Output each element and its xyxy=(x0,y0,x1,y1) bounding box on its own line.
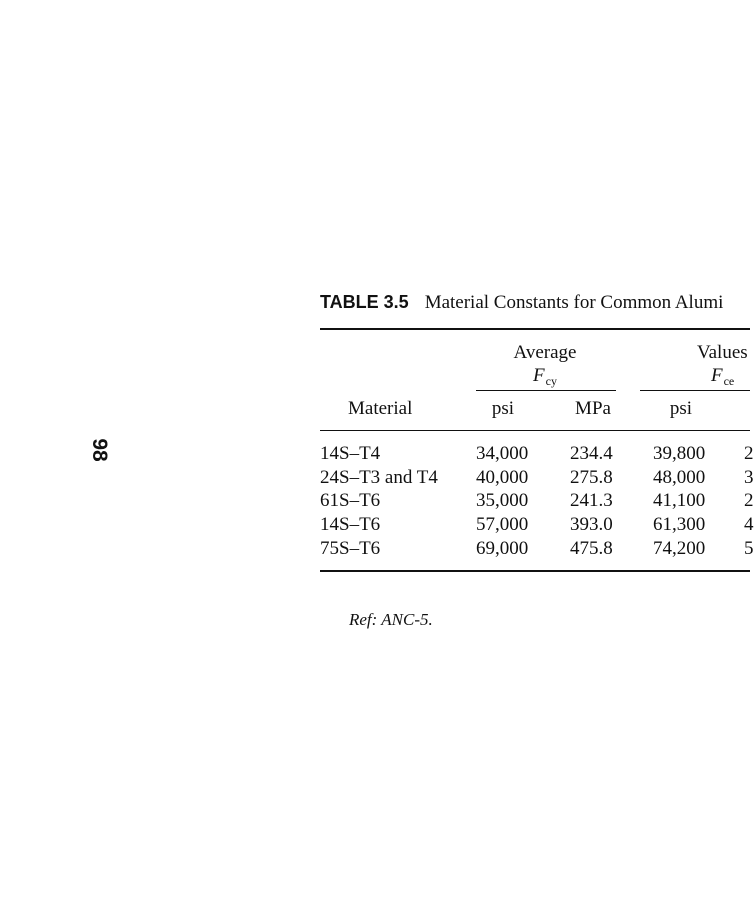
table-title: Material Constants for Common Alumi xyxy=(424,292,724,313)
group-underline-values xyxy=(640,390,750,391)
column-header-material: Material xyxy=(348,398,413,419)
cell-psi-2: 74,200 xyxy=(653,538,706,559)
cell-psi-2: 48,000 xyxy=(653,467,706,488)
cell-material: 14S–T6 xyxy=(320,514,381,535)
cell-truncated: 5 xyxy=(744,538,754,559)
subscript-cy: cy xyxy=(545,374,557,388)
cell-truncated: 3 xyxy=(744,467,754,488)
table-caption xyxy=(320,290,723,315)
group-header-average: Average xyxy=(513,342,577,363)
group-header-values: Values xyxy=(697,342,748,363)
group-underline-average xyxy=(476,390,616,391)
cell-mpa: 234.4 xyxy=(570,443,613,464)
cell-material: 75S–T6 xyxy=(320,538,381,559)
cell-psi-2: 61,300 xyxy=(653,514,706,535)
cell-material: 14S–T4 xyxy=(320,443,381,464)
cell-mpa: 475.8 xyxy=(570,538,613,559)
cell-mpa: 275.8 xyxy=(570,467,613,488)
table-footnote: Ref: ANC-5. xyxy=(349,610,433,629)
cell-mpa: 241.3 xyxy=(570,490,613,511)
table-bottom-rule xyxy=(320,570,750,572)
group-symbol-fce xyxy=(711,365,734,392)
column-header-psi: psi xyxy=(491,398,515,419)
cell-psi-2: 39,800 xyxy=(653,443,706,464)
cell-psi: 40,000 xyxy=(476,467,529,488)
table-top-rule xyxy=(320,328,750,330)
table-label: TABLE 3.5 xyxy=(320,292,409,312)
cell-truncated: 2 xyxy=(744,490,754,511)
cell-psi: 35,000 xyxy=(476,490,529,511)
cell-psi: 34,000 xyxy=(476,443,529,464)
subscript-ce: ce xyxy=(723,374,735,388)
column-header-mpa: MPa xyxy=(575,398,611,419)
symbol-f-cy: F xyxy=(533,365,545,386)
header-bottom-rule xyxy=(320,430,750,431)
cell-mpa: 393.0 xyxy=(570,514,613,535)
cell-psi: 57,000 xyxy=(476,514,529,535)
group-symbol-fcy xyxy=(533,365,557,392)
cell-material: 61S–T6 xyxy=(320,490,381,511)
column-header-psi-2: psi xyxy=(669,398,693,419)
cell-truncated: 4 xyxy=(744,514,754,535)
symbol-f-ce: F xyxy=(711,365,723,386)
cell-psi: 69,000 xyxy=(476,538,529,559)
cell-material: 24S–T3 and T4 xyxy=(320,467,438,488)
cell-truncated: 2 xyxy=(744,443,754,464)
page-number: 98 xyxy=(88,438,111,462)
cell-psi-2: 41,100 xyxy=(653,490,706,511)
